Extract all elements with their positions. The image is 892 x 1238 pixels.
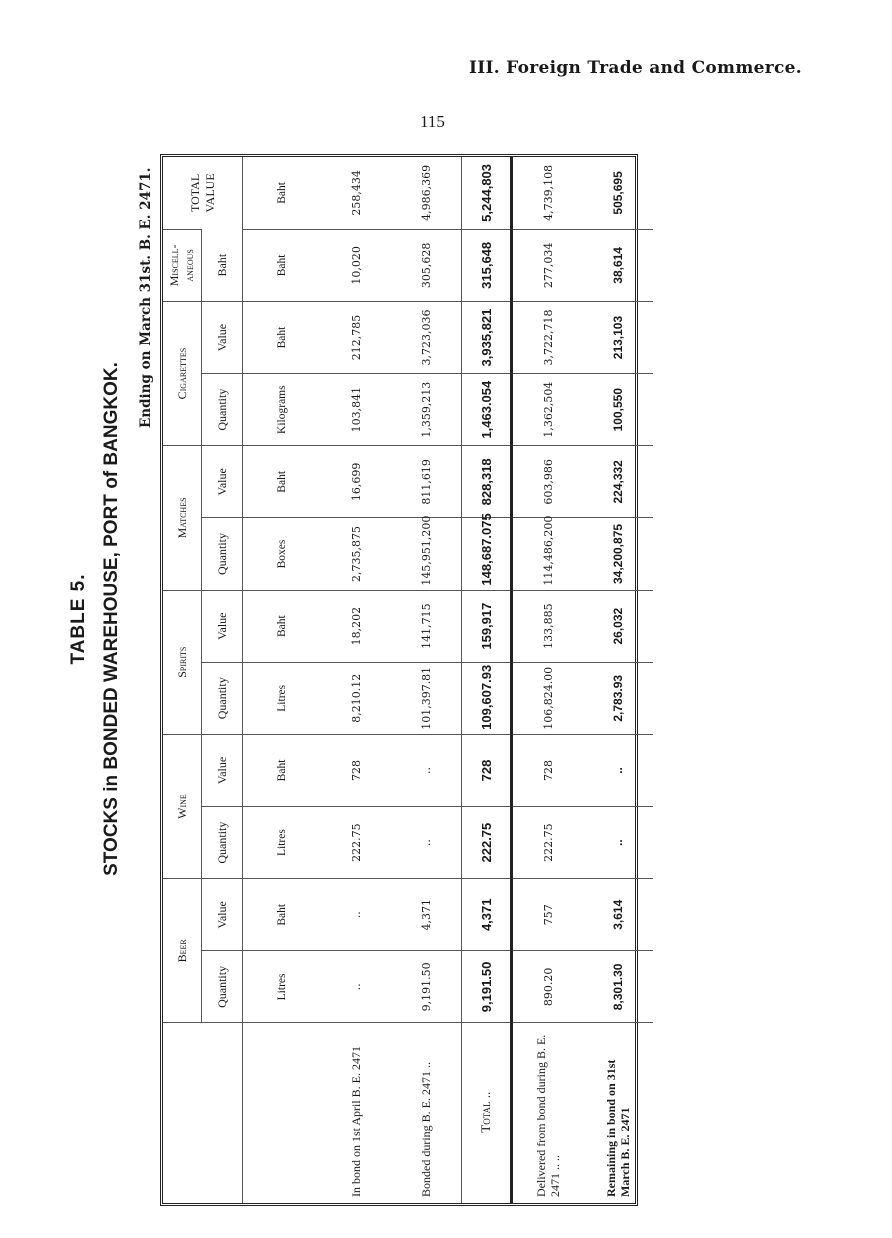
cell: 1,359,213 <box>391 374 462 446</box>
row-label: In bond on 1st April B. E. 2471 <box>321 1023 391 1203</box>
sub-quantity: Quantity <box>202 662 243 734</box>
cell: 213,103 <box>583 301 653 373</box>
unit-cell: Baht <box>243 879 322 951</box>
cell: 9,191.50 <box>462 951 512 1023</box>
cell: 18,202 <box>321 590 391 662</box>
cell: 3,723,036 <box>391 301 462 373</box>
cell: 4,371 <box>391 879 462 951</box>
cell: .. <box>321 951 391 1023</box>
total-row <box>462 157 512 1203</box>
cell: .. <box>583 807 653 879</box>
cell: 26,032 <box>583 590 653 662</box>
cell: 148,687.075 <box>462 518 512 590</box>
cell: 728 <box>321 734 391 806</box>
units-row <box>243 157 322 1203</box>
stocks-table <box>160 154 638 1206</box>
cell: 315,648 <box>462 229 512 301</box>
cell: 34,200,875 <box>583 518 653 590</box>
cell: 8,301.30 <box>583 951 653 1023</box>
table-number: TABLE 5. <box>68 573 89 665</box>
sub-quantity: Quantity <box>202 951 243 1023</box>
row-label: Total .. <box>462 1023 512 1203</box>
unit-cell: Litres <box>243 662 322 734</box>
cell: 141,715 <box>391 590 462 662</box>
cell: 828,318 <box>462 446 512 518</box>
cell: 5,244,803 <box>462 157 512 229</box>
cell: 101,397.81 <box>391 662 462 734</box>
unit-cell: Litres <box>243 807 322 879</box>
cell: 4,986,369 <box>419 164 433 221</box>
cell: 10,020 <box>321 229 391 301</box>
cell: 103,841 <box>321 374 391 446</box>
cell: 38,614 <box>583 229 653 301</box>
cell: 3,722,718 <box>512 301 584 373</box>
cell: 222.75 <box>512 807 584 879</box>
cell: 2,783.93 <box>583 662 653 734</box>
period-note: Ending on March 31st. B. E. 2471. <box>138 167 154 428</box>
sub-value: Value <box>202 590 243 662</box>
unit-cell: Kilograms <box>243 374 322 446</box>
cell: 145,951,200 <box>391 518 462 590</box>
cell: 106,824.00 <box>512 662 584 734</box>
sub-value: Value <box>202 301 243 373</box>
table-row <box>512 157 584 1203</box>
remaining-row <box>583 157 653 1203</box>
cell: .. <box>391 807 462 879</box>
unit-cell: Baht <box>243 590 322 662</box>
cell: 212,785 <box>321 301 391 373</box>
cell: 3,935,821 <box>462 301 512 373</box>
sub-quantity: Quantity <box>202 807 243 879</box>
cell: 222.75 <box>462 807 512 879</box>
unit-cell: Baht <box>243 734 322 806</box>
cell: 3,614 <box>583 879 653 951</box>
sub-baht: Baht <box>214 253 229 277</box>
page-number: 115 <box>420 112 445 131</box>
cell: 811,619 <box>391 446 462 518</box>
sub-value: Value <box>202 734 243 806</box>
cell: 9,191.50 <box>391 951 462 1023</box>
unit-cell: Litres <box>243 951 322 1023</box>
sub-quantity: Quantity <box>202 518 243 590</box>
group-matches: Matches <box>163 446 202 590</box>
table-row <box>391 157 462 1203</box>
section-header: III. Foreign Trade and Commerce. <box>468 58 802 78</box>
group-beer: Beer <box>163 879 202 1023</box>
group-cigarettes: Cigarettes <box>163 301 202 445</box>
cell: .. <box>583 734 653 806</box>
sub-value: Value <box>202 446 243 518</box>
cell: 2,735,875 <box>321 518 391 590</box>
unit-cell: Baht <box>243 229 322 301</box>
row-label: Remaining in bond on 31st March B. E. 2471 <box>583 1023 653 1203</box>
cell: 114,486,200 <box>512 518 584 590</box>
cell: 4,371 <box>462 879 512 951</box>
group-wine: Wine <box>163 734 202 878</box>
sub-value: Value <box>202 879 243 951</box>
table-title: STOCKS in BONDED WAREHOUSE, PORT of BANGKOK. <box>101 362 122 876</box>
cell: 728 <box>462 734 512 806</box>
unit-cell: Boxes <box>243 518 322 590</box>
group-total-value: TOTAL VALUE <box>187 173 217 213</box>
cell: 277,034 <box>512 229 584 301</box>
cell: 16,699 <box>321 446 391 518</box>
cell: 603,986 <box>512 446 584 518</box>
unit-cell: Baht <box>243 301 322 373</box>
cell: 222.75 <box>321 807 391 879</box>
cell: 890.20 <box>512 951 584 1023</box>
cell: 505,695 <box>611 171 625 215</box>
group-miscellaneous: Miscell-aneous <box>163 229 202 301</box>
table-row <box>321 157 391 1203</box>
cell: 8,210.12 <box>321 662 391 734</box>
cell: 305,628 <box>391 229 462 301</box>
cell: .. <box>321 879 391 951</box>
cell: 109,607.93 <box>462 662 512 734</box>
corner-header <box>163 1023 243 1203</box>
cell: 100,550 <box>583 374 653 446</box>
row-label: Delivered from bond during B. E. 2471 .. .. <box>512 1023 584 1203</box>
cell: 728 <box>512 734 584 806</box>
group-spirits: Spirits <box>163 590 202 734</box>
row-label: Bonded during B. E. 2471 .. <box>391 1023 462 1203</box>
sub-quantity: Quantity <box>202 374 243 446</box>
cell: 258,434 <box>349 170 363 216</box>
unit-cell: Baht <box>243 157 322 229</box>
cell: 133,885 <box>512 590 584 662</box>
unit-cell: Baht <box>243 446 322 518</box>
cell: 4,739,108 <box>541 164 555 221</box>
units-label <box>243 1023 322 1203</box>
cell: 1,463.054 <box>462 374 512 446</box>
cell: 159,917 <box>462 590 512 662</box>
cell: .. <box>391 734 462 806</box>
cell: 1,362,504 <box>512 374 584 446</box>
cell: 224,332 <box>583 446 653 518</box>
cell: 757 <box>512 879 584 951</box>
